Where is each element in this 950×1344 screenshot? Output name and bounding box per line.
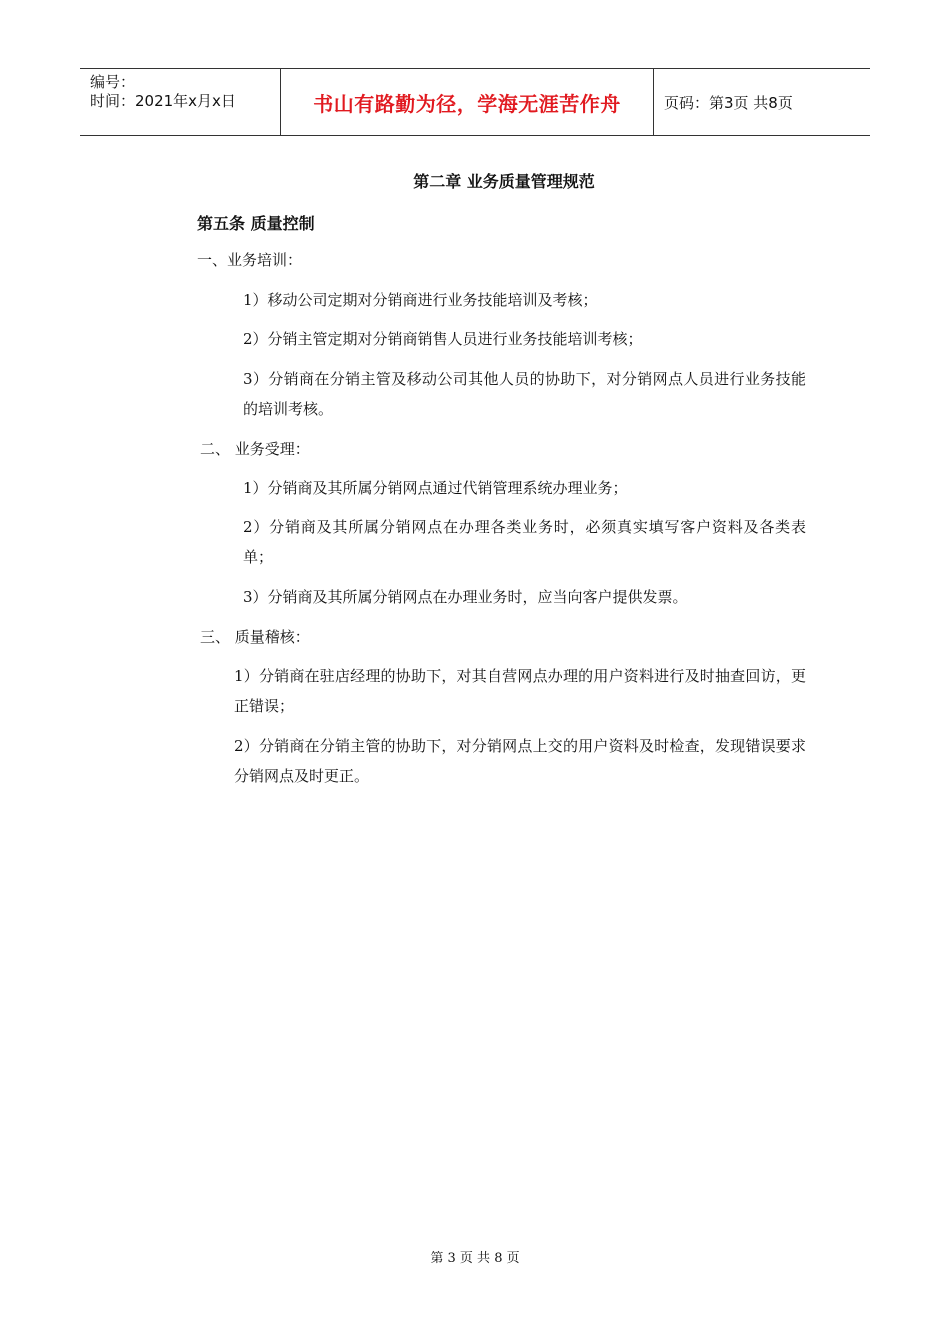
list-item: 1）分销商在驻店经理的协助下，对其自营网点办理的用户资料进行及时抽查回访，更正错误； <box>234 667 806 715</box>
list-item: 2）分销主管定期对分销商销售人员进行业务技能培训考核； <box>243 330 643 348</box>
section-heading: 一、业务培训： <box>197 251 303 269</box>
section-heading: 二、 业务受理： <box>200 440 310 458</box>
page-info: 页码：第3页 共8页 <box>664 93 793 112</box>
chapter-title: 第二章 业务质量管理规范 <box>413 172 595 191</box>
header-meta <box>80 69 281 135</box>
page-header <box>80 68 870 136</box>
section-heading: 三、 质量稽核： <box>200 628 310 646</box>
list-item: 1）移动公司定期对分销商进行业务技能培训及考核； <box>243 291 598 309</box>
page-footer: 第 3 页 共 8 页 <box>430 1251 520 1266</box>
list-item: 2）分销商及其所属分销网点在办理各类业务时，必须真实填写客户资料及各类表单； <box>243 518 806 566</box>
article-title: 第五条 质量控制 <box>197 214 315 233</box>
list-item: 3）分销商及其所属分销网点在办理业务时，应当向客户提供发票。 <box>243 588 688 606</box>
time-label: 时间：2021年x月x日 <box>90 92 236 110</box>
motto: 书山有路勤为径，学海无涯苦作舟 <box>313 91 621 116</box>
list-item: 1）分销商及其所属分销网点通过代销管理系统办理业务； <box>243 479 628 497</box>
header-page-info-cell <box>654 69 870 135</box>
header-motto-cell <box>281 69 654 135</box>
list-item: 2）分销商在分销主管的协助下，对分销网点上交的用户资料及时检查，发现错误要求分销网点及时更正。 <box>234 737 806 785</box>
list-item: 3）分销商在分销主管及移动公司其他人员的协助下，对分销网点人员进行业务技能的培训考核。 <box>243 370 806 418</box>
number-label: 编号： <box>90 73 136 91</box>
